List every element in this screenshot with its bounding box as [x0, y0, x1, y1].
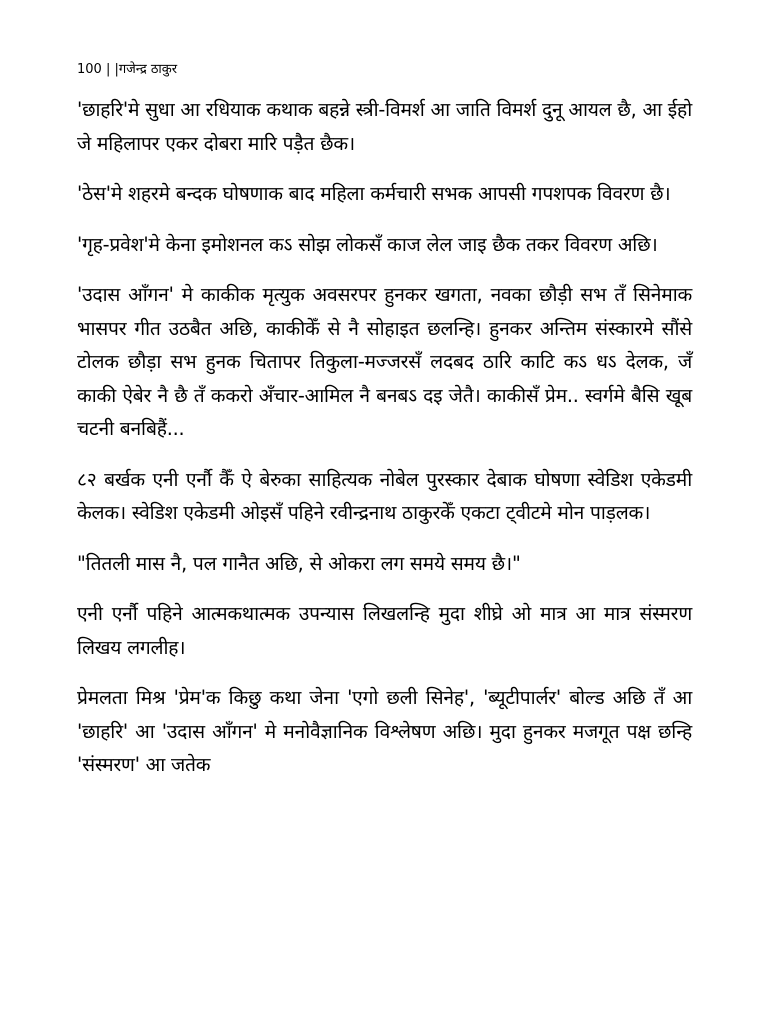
paragraph-udas-aangan: 'उदास आँगन' मे काकीक मृत्युक अवसरपर हुनकर खगता, नवका छौड़ी सभ तँ सिनेमाक भासपर गीत उठबैत अछि, काकीकेँ से नै सोहाइत छलन्हि। हुनकर अन्तिम संस्कारमे सौंसे टोलक छौड़ा सभ हुनक चितापर तिकुला-मज्जरसँ लदबद ठारि काटि कऽ धऽ देलक, जँ काकी ऐबेर नै छै तँ ककरो अँचार-आमिल नै बनबऽ दइ जेतै। काकीसँ प्रेम.. स्वर्गमे बैसि खूब चटनी बनबिहैं...: [77, 283, 692, 440]
book-page: [77, 60, 692, 799]
paragraph-premlata-mishra: प्रेमलता मिश्र 'प्रेम'क किछु कथा जेना 'एगो छली सिनेह', 'ब्यूटीपार्लर' बोल्ड अछि तँ आ 'छाहरि' आ 'उदास आँगन' मे मनोवैज्ञानिक विश्लेषण अछि। मुदा हुनकर मजगूत पक्ष छन्हि 'संस्मरण' आ जतेक: [77, 686, 692, 776]
paragraph-chhahari: 'छाहरि'मे सुधा आ रधियाक कथाक बहन्ने स्त्री-विमर्श आ जाति विमर्श दुनू आयल छै, आ ईहो जे महिलापर एकर दोबरा मारि पड़ैत छैक।: [77, 98, 692, 155]
paragraph-annie-ernaux: एनी एर्नौ पहिने आत्मकथात्मक उपन्यास लिखलन्हि मुदा शीघ्रे ओ मात्र आ मात्र संस्मरण लिखय लगलीह।: [77, 602, 692, 659]
page-header: 100 | |गजेन्द्र ठाकुर: [77, 62, 178, 77]
paragraph-griha-pravesh: 'गृह-प्रवेश'मे केना इमोशनल कऽ सोझ लोकसँ काज लेल जाइ छैक तकर विवरण अछि।: [77, 232, 658, 256]
paragraph-thes: 'ठेस'मे शहरमे बन्दक घोषणाक बाद महिला कर्मचारी सभक आपसी गपशपक विवरण छै।: [77, 182, 671, 205]
paragraph-nobel-prize: ८२ बर्खक एनी एर्नौ कैँ ऐ बेरुका साहित्यक नोबेल पुरस्कार देबाक घोषणा स्वेडिश एकेडमी केलक। स्वेडिश एकेडमी ओइसँ पहिने रवीन्द्रनाथ ठाकुरकेँ एकटा ट्वीटमे मोन पाड़लक।: [77, 467, 692, 524]
paragraph-quote: "तितली मास नै, पल गानैत अछि, से ओकरा लग समये समय छै।": [77, 551, 521, 575]
